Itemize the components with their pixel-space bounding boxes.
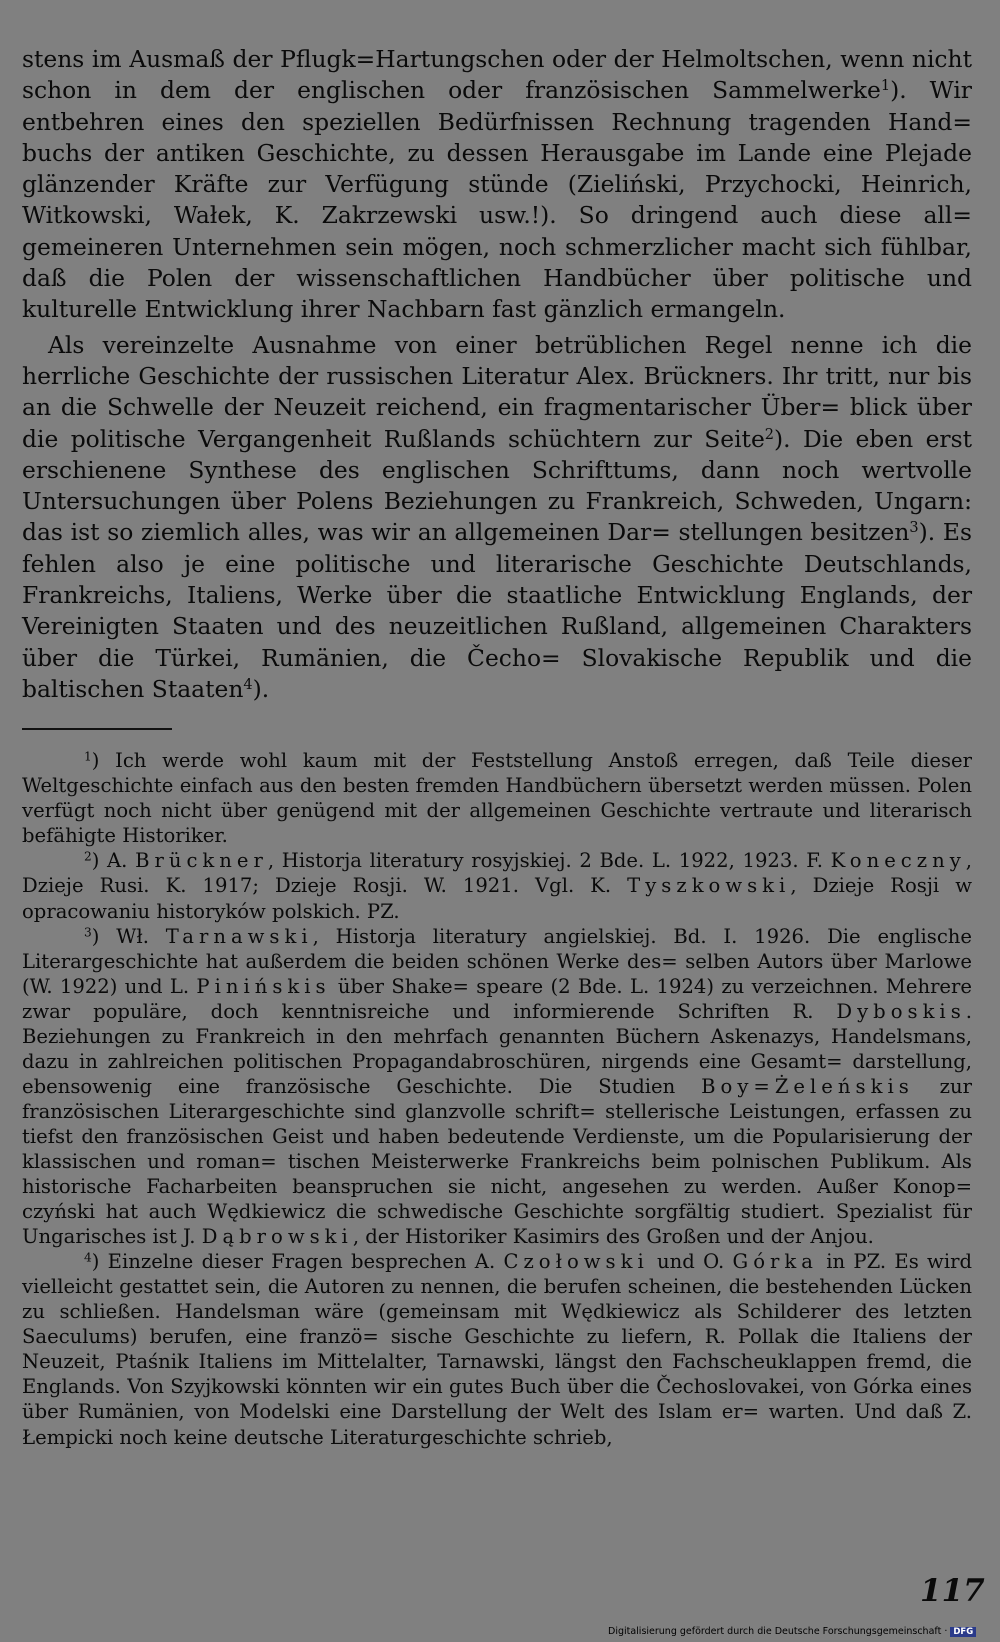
footnote-ref-2: 2 <box>764 426 775 443</box>
footnote-ref-3: 3 <box>909 520 919 537</box>
footnote-4: $^4$) Einzelne dieser Fragen besprechen A. Czołowski und O. Górka in PZ. Es wird vielleicht gestattet sein, die Autoren zu nennen, die berufen scheinen, die bestehenden Lücken zu schließen. Handelsman wäre (gemeinsam mit Wędkiewicz als Schilderer des letzten Saeculums) berufen, eine franzö= sische Geschichte zu liefern, R. Pollak die Italiens der Neuzeit, Ptaśnik Italiens im Mittelalter, Tarnawski, längst den Fachscheuklappen fremd, die Englands. Von Szyjkowski könnten wir ein gutes Buch über die Čechoslovakei, von Górka eines über Rumänien, von Modelski eine Darstellung der Welt des Islam er= warten. Und daß Z. Łempicki noch keine deutsche Literaturgeschichte schrieb, <box>22 1250 972 1449</box>
footnote-1: $^1$) Ich werde wohl kaum mit der Feststellung Anstoß erregen, daß Teile dieser Weltgeschichte einfach aus den besten fremden Handbüchern übersetzt werden müssen. Polen verfügt noch nicht über genügend mit der allgemeinen Geschichte vertraute und literarisch befähigte Historiker. <box>22 749 972 848</box>
paragraph-2: Als vereinzelte Ausnahme von einer betrüblichen Regel nenne ich die herrliche Geschichte der russischen Literatur Alex. Brückners. Ihr tritt, nur bis an die Schwelle der Neuzeit reichend, ein fragmentarischer Über= blick über die politische Vergangenheit Rußlands schüchtern zur Seite$^2$). Die eben erst erschienene Synthese des englischen Schrifttums, dann noch wertvolle Untersuchungen über Polens Beziehungen zu Frankreich, Schweden, Ungarn: das ist so ziemlich alles, was wir an allgemeinen Dar= stellungen besitzen$^3$). Es fehlen also je eine politische und literarische Geschichte Deutschlands, Frankreichs, Italiens, Werke über die staatliche Entwicklung Englands, der Vereinigten Staaten und des neuzeitlichen Rußland, allgemeinen Charakters über die Türkei, Rumänien, die Čecho= Slovakische Republik und die baltischen Staaten$^4$). <box>22 330 972 703</box>
footnotes <box>22 748 972 1449</box>
footnote-ref-4: 4 <box>243 676 253 693</box>
footnote-2: $^2$) A. Brückner, Historja literatury rosyjskiej. 2 Bde. L. 1922, 1923. F. Koneczny, Dzieje Rusi. K. 1917; Dzieje Rosji. W. 1921. Vgl. K. Tyszkowski, Dzieje Rosji w opracowaniu historyków polskich. PZ. <box>22 849 973 923</box>
credit-text: Digitalisierung gefördert durch die Deutsche Forschungsgemeinschaft · <box>608 1626 948 1637</box>
digitization-credit <box>608 1626 976 1637</box>
paragraph-1: stens im Ausmaß der Pflugk=Hartungschen oder der Helmoltschen, wenn nicht schon in dem der englischen oder französischen Sammelwerke$^1$). Wir entbehren eines den speziellen Bedürfnissen Rechnung tragenden Hand= buchs der antiken Geschichte, zu dessen Herausgabe im Lande eine Plejade glänzender Kräfte zur Verfügung stünde (Zieliński, Przychocki, Heinrich, Witkowski, Wałek, K. Zakrzewski usw.!). So dringend auch diese all= gemeineren Unternehmen sein mögen, noch schmerzlicher macht sich fühlbar, daß die Polen der wissenschaftlichen Handbücher über politische und kulturelle Entwicklung ihrer Nachbarn fast gänzlich ermangeln. <box>22 45 972 324</box>
footnote-separator <box>22 728 172 730</box>
footnote-3: $^3$) Wł. Tarnawski, Historja literatury angielskiej. Bd. I. 1926. Die englische Literargeschichte hat außerdem die beiden schönen Werke des= selben Autors über Marlowe (W. 1922) und L. Pinińskis über Shake= speare (2 Bde. L. 1924) zu verzeichnen. Mehrere zwar populäre, doch kenntnisreiche und informierende Schriften R. Dyboskis. Beziehungen zu Frankreich in den mehrfach genannten Büchern Askenazys, Handelsmans, dazu in zahlreichen politischen Propagandabroschüren, nirgends eine Gesamt= darstellung, ebensowenig eine französische Geschichte. Die Studien Boy=Żeleńskis zur französischen Literargeschichte sind glanzvolle schrift= stellerische Leistungen, erfassen zu tiefst den französischen Geist und haben bedeutende Verdienste, um die Popularisierung der klassischen und roman= tischen Meisterwerke Frankreichs beim polnischen Publikum. Als historische Facharbeiten beanspruchen sie nicht, angesehen zu werden. Außer Konop= czyński hat auch Wędkiewicz die schwedische Geschichte sorgfältig studiert. Spezialist für Ungarisches ist J. Dąbrowski, der Historiker Kasimirs des Großen und der Anjou. <box>22 924 973 1249</box>
footnote-ref-1: 1 <box>880 78 891 95</box>
dfg-logo: DFG <box>950 1627 976 1637</box>
main-text <box>22 44 972 705</box>
page-number: 117 <box>920 1573 985 1609</box>
book-page <box>22 44 972 1450</box>
